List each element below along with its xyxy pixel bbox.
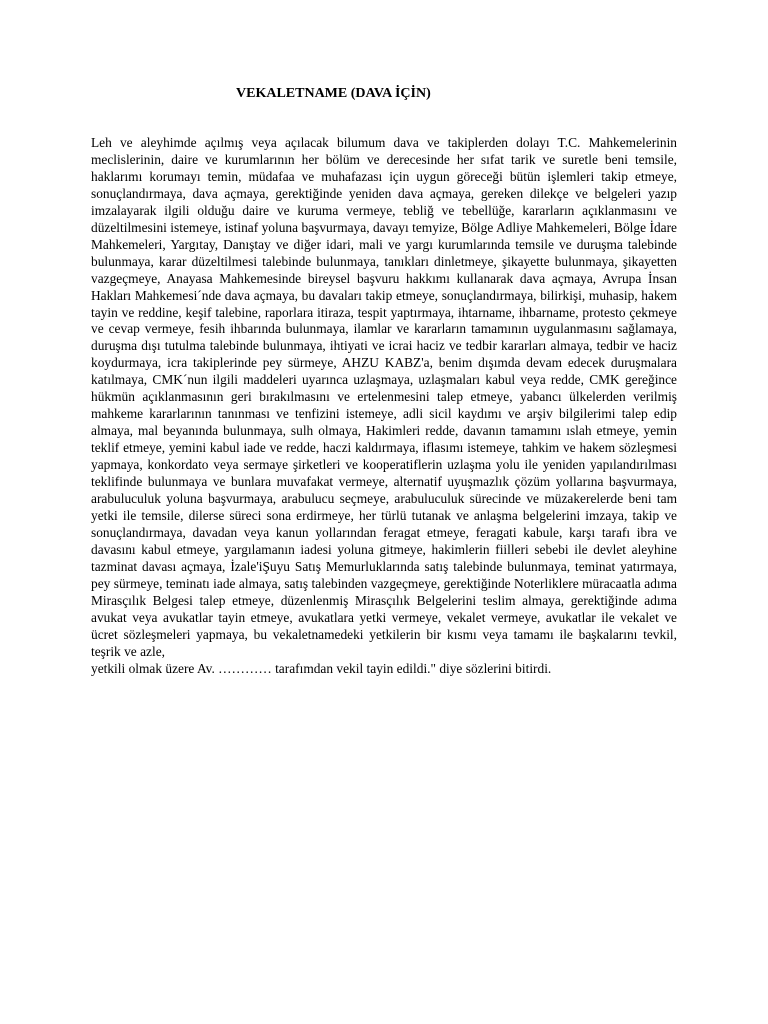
document-body	[91, 135, 677, 678]
authority-paragraph: Leh ve aleyhimde açılmış veya açılacak bilumum dava ve takiplerden dolayı T.C. Mahkemelerinin meclislerinin, daire ve kurumlarının her bölüm ve derecesinde her sıfat tarik ve suretle beni temsile, haklarımı korumayı temin, müdafaa ve muhafazası için uygun göreceği bütün işlemleri takip etmeye, sonuçlandırmaya, dava açmaya, gerektiğinde yeniden dava açmaya, gereken dilekçe ve belgeleri yazıp imzalayarak ilgili olduğu daire ve kuruma vermeye, tebliğ ve tebellüğe, kararların açıklanmasını ve düzeltilmesini istemeye, istinaf yoluna başvurmaya, davayı temyize, Bölge Adliye Mahkemeleri, Bölge İdare Mahkemeleri, Yargıtay, Danıştay ve diğer idari, mali ve yargı kurumlarında temsile ve duruşma talebinde bulunmaya, karar düzeltilmesi talebinde bulunmaya, tanıkları dinletmeye, şikayette bulunmaya, şikayetten vazgeçmeye, Anayasa Mahkemesinde bireysel başvuru hakkımı kullanarak dava açmaya, Avrupa İnsan Hakları Mahkemesi´nde dava açmaya, bu davaları takip etmeye, sonuçlandırmaya, bilirkişi, muhasip, hakem tayin ve reddine, keşif talebine, raporlara itiraza, tespit yaptırmaya, ihtarname, ihbarname, protesto çekmeye ve cevap vermeye, fesih ihbarında bulunmaya, ilamlar ve kararların tamamının uygulanmasını sağlamaya, duruşma dışı tutulma talebinde bulunmaya, ihtiyati ve icrai haciz ve tedbir kararları almaya, tedbir ve haciz koydurmaya, icra takiplerinde pey sürmeye, AHZU KABZ'a, benim dışımda devam edecek duruşmalara katılmaya, CMK´nun ilgili maddeleri uyarınca uzlaşmaya, uzlaşmaları kabul veya redde, CMK gereğince hükmün açıklanmasının geri bırakılmasını ve ertelenmesini talep etmeye, yabancı ülkelerden verilmiş mahkeme kararlarının tanınması ve tenfizini istemeye, adli sicil kaydımı ve arşiv bilgilerimi talep edip almaya, mal beyanında bulunmaya, sulh olmaya, Hakimleri redde, davanın tamamını ıslah etmeye, yemin teklif etmeye, yemini kabul iade ve redde, haczi kaldırmaya, iflasımı istemeye, tahkim ve hakem sözleşmesi yapmaya, konkordato veya sermaye şirketleri ve kooperatiflerin uzlaşma yolu ile yeniden yapılandırılması teklifinde bulunmaya ve bunlara muvafakat vermeye, alternatif uyuşmazlık çözüm yollarına başvurmaya, arabuluculuk yoluna başvurmaya, arabulucu seçmeye, arabuluculuk sürecinde ve müzakerelerde beni tam yetki ile temsile, dilerse süreci sona erdirmeye, her türlü tutanak ve anlaşma belgelerini imzaya, takip ve sonuçlandırmaya, davadan veya kanun yollarından feragat etmeye, feragati kabule, karşı tarafı ibra ve davasını kabul etmeye, yargılamanın iadesi yoluna gitmeye, hakimlerin fiilleri sebebi ile devlet aleyhine tazminat davası açmaya, İzale'iŞuyu Satış Memurluklarında satış talebinde bulunmaya, teminat yatırmaya, pey sürmeye, teminatı iade almaya, satış talebinden vazgeçmeye, gerektiğinde Noterliklere müracaatla adıma Mirasçılık Belgesi talep etmeye, düzenlenmiş Mirasçılık Belgelerini teslim almaya, gerektiğinde adıma avukat veya avukatlar tayin etmeye, avukatlara yetki vermeye, vekalet vermeye, avukatlar ile vekalet ve ücret sözleşmeleri yapmaya, bu vekaletnamedeki yetkilerin bir kısmı veya tamamı ile başkalarını tevkil, teşrik ve azle,	[91, 135, 677, 659]
document-title: VEKALETNAME (DAVA İÇİN)	[236, 86, 431, 101]
closing-line: yetkili olmak üzere Av. ………… tarafımdan vekil tayin edildi." diye sözlerini bitirdi.	[91, 660, 552, 676]
